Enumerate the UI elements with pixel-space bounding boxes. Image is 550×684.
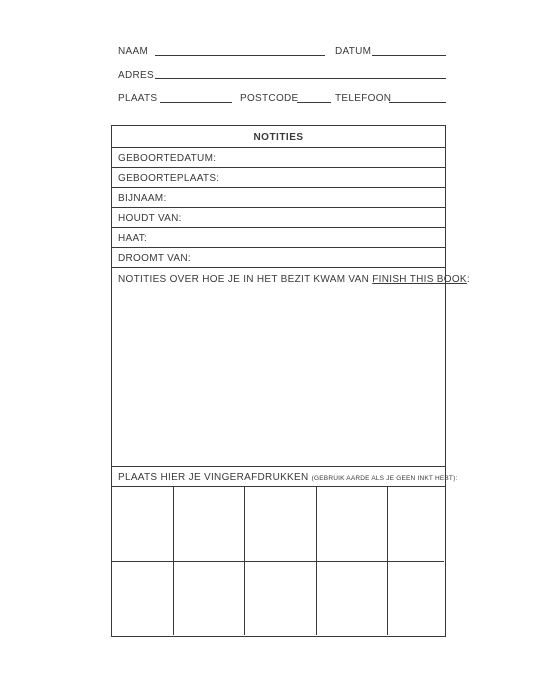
- notes-card: [111, 125, 470, 637]
- fingerprint-box[interactable]: [112, 487, 173, 561]
- fingerprint-box[interactable]: [244, 561, 316, 635]
- notes-suffix: :: [466, 274, 470, 285]
- date-field[interactable]: [372, 55, 446, 56]
- hates-label: HAAT:: [118, 233, 148, 244]
- fingerprint-note: (GEBRUIK AARDE ALS JE GEEN INKT HEBT):: [311, 475, 458, 482]
- fingerprint-box[interactable]: [173, 561, 244, 635]
- place-label: PLAATS: [118, 93, 158, 104]
- fingerprint-box[interactable]: [387, 561, 444, 635]
- fingerprint-box[interactable]: [173, 487, 244, 561]
- birthplace-label: GEBOORTEPLAATS:: [118, 173, 220, 184]
- fingerprint-heading: [118, 472, 457, 485]
- birthdate-label: GEBOORTEDATUM:: [118, 153, 217, 164]
- fingerprint-label: PLAATS HIER JE VINGERAFDRUKKEN: [118, 472, 309, 483]
- card-title: NOTITIES: [253, 132, 304, 143]
- notes-heading: [118, 274, 470, 286]
- notes-prefix: NOTITIES OVER HOE JE IN HET BEZIT KWAM VAN: [118, 274, 370, 285]
- notes-book-title: FINISH THIS BOOK: [372, 274, 467, 285]
- postcode-label: POSTCODE: [240, 93, 299, 104]
- notes-area[interactable]: [112, 268, 470, 467]
- date-label: DATUM: [335, 46, 372, 57]
- fingerprint-box[interactable]: [316, 487, 387, 561]
- address-label: ADRES: [118, 70, 154, 81]
- name-label: NAAM: [118, 46, 149, 57]
- fingerprint-grid: [112, 487, 444, 635]
- place-field[interactable]: [160, 102, 232, 103]
- phone-field[interactable]: [389, 102, 446, 103]
- dreams-label: DROOMT VAN:: [118, 253, 191, 264]
- loves-row[interactable]: [112, 208, 445, 228]
- birthdate-row[interactable]: [112, 148, 445, 168]
- postcode-field[interactable]: [297, 102, 331, 103]
- card-title-row: [112, 126, 445, 148]
- phone-label: TELEFOON: [335, 93, 392, 104]
- dreams-row[interactable]: [112, 248, 445, 268]
- grid-divider: [112, 561, 444, 562]
- nickname-label: BIJNAAM:: [118, 193, 167, 204]
- address-field[interactable]: [155, 78, 446, 79]
- hates-row[interactable]: [112, 228, 445, 248]
- birthplace-row[interactable]: [112, 168, 445, 188]
- name-field[interactable]: [155, 55, 325, 56]
- fingerprint-box[interactable]: [112, 561, 173, 635]
- fingerprint-box[interactable]: [244, 487, 316, 561]
- fingerprint-box[interactable]: [387, 487, 444, 561]
- fingerprint-label-row: [112, 467, 458, 487]
- nickname-row[interactable]: [112, 188, 445, 208]
- fingerprint-box[interactable]: [316, 561, 387, 635]
- loves-label: HOUDT VAN:: [118, 213, 182, 224]
